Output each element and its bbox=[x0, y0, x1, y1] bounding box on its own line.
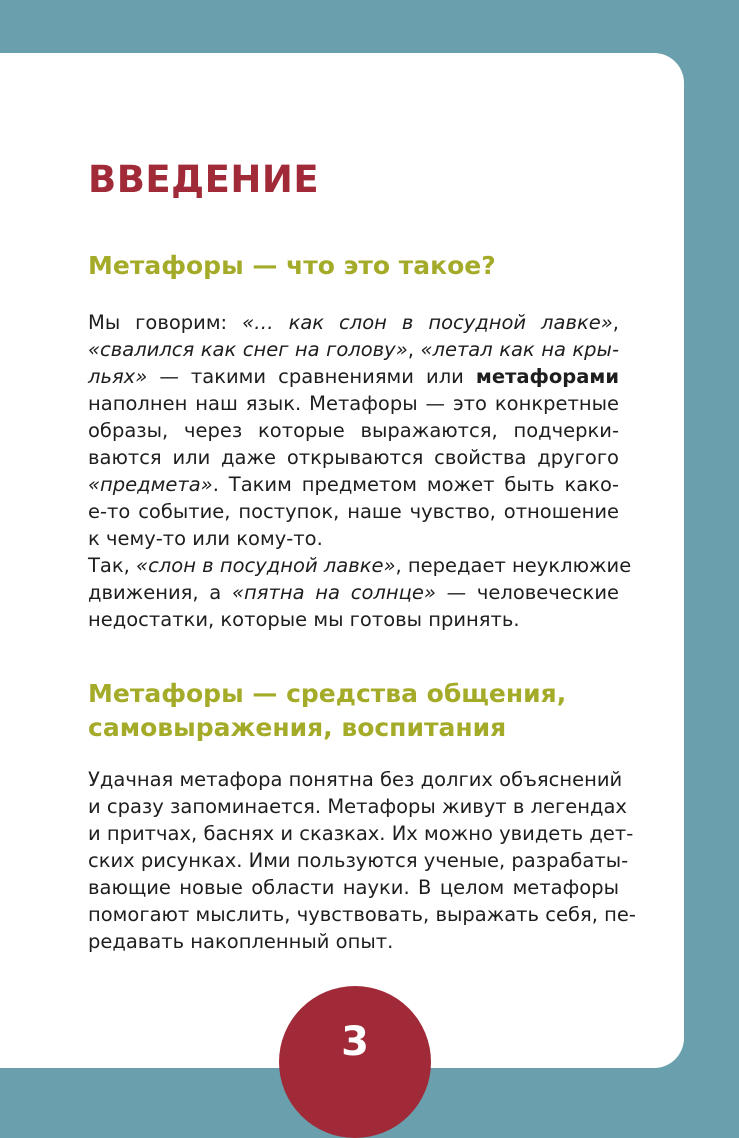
text-line bbox=[88, 579, 619, 606]
text-line bbox=[88, 444, 619, 471]
text-run: , bbox=[407, 338, 421, 361]
text-line bbox=[88, 820, 634, 847]
text-run: вающие новые области науки. В целом метафоры bbox=[88, 876, 619, 899]
section-heading-line: самовыражения, воспитания bbox=[88, 713, 507, 742]
italic-text: «… как слон в посудной лавке» bbox=[242, 311, 613, 334]
text-run: и сразу запоминается. Метафоры живут в легендах bbox=[88, 795, 627, 818]
text-run: . Таким предметом может быть како- bbox=[212, 473, 619, 496]
text-run: — человеческие bbox=[435, 581, 619, 604]
text-line bbox=[88, 471, 619, 498]
italic-text: льях» bbox=[88, 365, 148, 388]
text-line bbox=[88, 498, 619, 525]
text-run: — такими сравнениями или bbox=[147, 365, 476, 388]
text-run: к чему-то или кому-то. bbox=[88, 527, 323, 550]
text-line bbox=[88, 309, 619, 336]
text-run: Удачная метафора понятна без долгих объяснений bbox=[88, 768, 623, 791]
page-title: ВВЕДЕНИЕ bbox=[88, 158, 320, 201]
bold-text: метафорами bbox=[475, 365, 619, 388]
text-run: и притчах, баснях и сказках. Их можно увидеть дет- bbox=[88, 822, 634, 845]
text-line bbox=[88, 525, 619, 552]
text-run: помогают мыслить, чувствовать, выражать себя, пе- bbox=[88, 903, 636, 926]
text-run: недостатки, которые мы готовы принять. bbox=[88, 608, 520, 631]
text-run: редавать накопленный опыт. bbox=[88, 930, 394, 953]
text-line bbox=[88, 928, 619, 955]
text-line bbox=[88, 363, 619, 390]
text-run: , bbox=[612, 311, 619, 334]
text-run: Мы говорим: bbox=[88, 311, 243, 334]
page-number-badge bbox=[279, 986, 431, 1138]
text-run: , передает неуклюжие bbox=[395, 554, 632, 577]
text-run: образы, через которые выражаются, подчерки- bbox=[88, 419, 619, 442]
text-run: ваются или даже открываются свойства другого bbox=[88, 446, 619, 469]
text-line bbox=[88, 847, 629, 874]
text-run: е-то событие, поступок, наше чувство, отношение bbox=[88, 500, 619, 523]
text-run: движения, а bbox=[88, 581, 232, 604]
italic-text: «летал как на кры- bbox=[420, 338, 619, 361]
text-line bbox=[88, 901, 636, 928]
text-line bbox=[88, 417, 619, 444]
text-line bbox=[88, 874, 619, 901]
text-line bbox=[88, 552, 632, 579]
text-line bbox=[88, 766, 623, 793]
text-line bbox=[88, 793, 627, 820]
text-run: наполнен наш язык. Метафоры — это конкретные bbox=[88, 392, 619, 415]
text-line bbox=[88, 606, 619, 633]
section-heading-metaphors-means bbox=[88, 677, 566, 745]
italic-text: «слон в посудной лавке» bbox=[136, 554, 396, 577]
section-body-metaphors-means bbox=[88, 766, 636, 955]
text-run: ских рисунках. Ими пользуются ученые, разрабаты- bbox=[88, 849, 629, 872]
section-heading-metaphors-what: Метафоры — что это такое? bbox=[88, 251, 496, 280]
text-line bbox=[88, 336, 619, 363]
italic-text: «свалился как снег на голову» bbox=[88, 338, 408, 361]
page-number: 3 bbox=[341, 1019, 369, 1065]
text-run: Так, bbox=[88, 554, 137, 577]
section-heading-line: Метафоры — средства общения, bbox=[88, 679, 567, 708]
italic-text: «предмета» bbox=[88, 473, 213, 496]
text-line bbox=[88, 390, 619, 417]
section-body-metaphors-what bbox=[88, 309, 632, 633]
italic-text: «пятна на солнце» bbox=[232, 581, 436, 604]
